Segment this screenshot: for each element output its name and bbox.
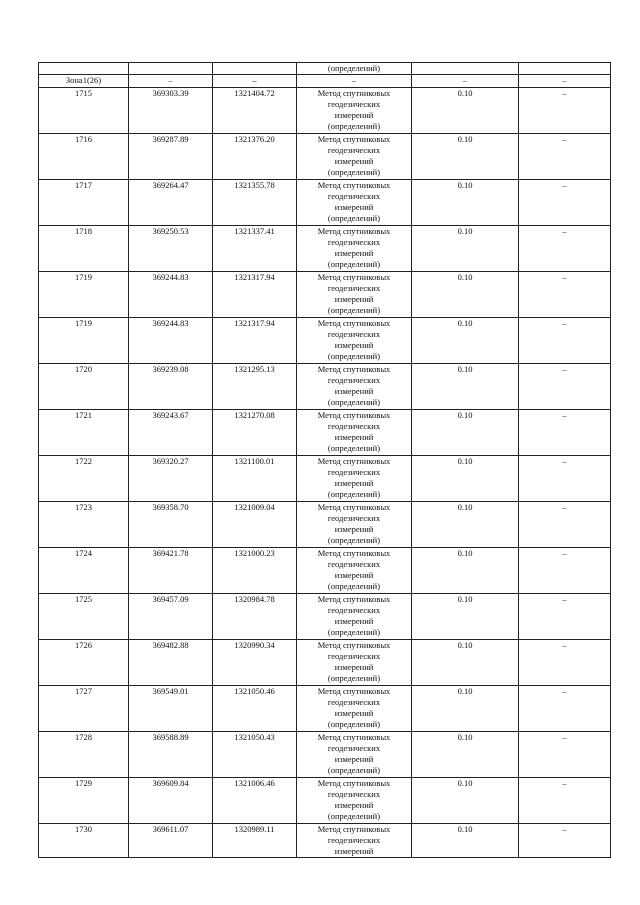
method-text-line: измерений bbox=[334, 524, 374, 534]
method-text-line: (определений) bbox=[327, 535, 381, 546]
y-coordinate: 1320990.34 bbox=[213, 639, 297, 685]
y-coordinate: 1321270.08 bbox=[213, 409, 297, 455]
description: – bbox=[519, 501, 611, 547]
description: – bbox=[519, 225, 611, 271]
method-text-line: геодезических bbox=[327, 190, 381, 201]
method-text-line: (определений) bbox=[327, 765, 381, 776]
method-text-line: Метод спутниковых bbox=[317, 777, 391, 788]
method-text-line: (определений) bbox=[327, 351, 381, 362]
method-text-line: (определений) bbox=[327, 167, 381, 178]
method-text-line: геодезических bbox=[327, 282, 381, 293]
method-text-line: геодезических bbox=[327, 696, 381, 707]
method-text-line: Метод спутниковых bbox=[317, 731, 391, 742]
point-number: 1720 bbox=[39, 363, 129, 409]
method-text-line: геодезических bbox=[327, 236, 381, 247]
method-text-line: геодезических bbox=[327, 558, 381, 569]
table-row bbox=[39, 731, 611, 777]
table-row bbox=[39, 823, 611, 858]
method-text-line: Метод спутниковых bbox=[317, 455, 391, 466]
cell-method: (определений) bbox=[297, 63, 412, 75]
method-cell bbox=[297, 363, 412, 409]
y-coordinate: 1321000.23 bbox=[213, 547, 297, 593]
method-text-line: (определений) bbox=[327, 305, 381, 316]
method-text-line: измерений bbox=[334, 294, 374, 304]
method-text-line: измерений bbox=[334, 754, 374, 764]
table-row bbox=[39, 271, 611, 317]
method-text-line: измерений bbox=[334, 386, 374, 396]
method-text-line: геодезических bbox=[327, 420, 381, 431]
x-coordinate: 369264.47 bbox=[129, 179, 213, 225]
accuracy: 0.10 bbox=[412, 87, 519, 133]
method-text-line: Метод спутниковых bbox=[317, 409, 391, 420]
method-cell bbox=[297, 455, 412, 501]
y-coordinate: 1321404.72 bbox=[213, 87, 297, 133]
zone-x-coordinate: – bbox=[129, 75, 213, 87]
method-text-line: (определений) bbox=[327, 673, 381, 684]
method-text-line: измерений bbox=[334, 478, 374, 488]
method-text-line: геодезических bbox=[327, 374, 381, 385]
method-text-line: Метод спутниковых bbox=[317, 823, 391, 834]
method-cell bbox=[297, 547, 412, 593]
x-coordinate: 369244.83 bbox=[129, 317, 213, 363]
accuracy: 0.10 bbox=[412, 501, 519, 547]
y-coordinate: 1320989.11 bbox=[213, 823, 297, 858]
accuracy: 0.10 bbox=[412, 363, 519, 409]
cell-x-coordinate bbox=[129, 63, 213, 75]
method-text-line: измерений bbox=[334, 110, 374, 120]
method-text-line: Метод спутниковых bbox=[317, 363, 391, 374]
method-text-line: Метод спутниковых bbox=[317, 685, 391, 696]
zone-accuracy: – bbox=[412, 75, 519, 87]
method-text-line: геодезических bbox=[327, 512, 381, 523]
cell-accuracy bbox=[412, 63, 519, 75]
method-cell bbox=[297, 409, 412, 455]
point-number: 1727 bbox=[39, 685, 129, 731]
method-text-line: измерений bbox=[334, 800, 374, 810]
method-text-line: (определений) bbox=[327, 489, 381, 500]
y-coordinate: 1321006.46 bbox=[213, 777, 297, 823]
y-coordinate: 1321376.20 bbox=[213, 133, 297, 179]
method-text-line: геодезических bbox=[327, 144, 381, 155]
description: – bbox=[519, 777, 611, 823]
x-coordinate: 369588.89 bbox=[129, 731, 213, 777]
method-text-line: измерений bbox=[334, 156, 374, 166]
method-text-line: измерений bbox=[334, 432, 374, 442]
description: – bbox=[519, 547, 611, 593]
cell-y-coordinate bbox=[213, 63, 297, 75]
point-number: 1721 bbox=[39, 409, 129, 455]
method-text-line: (определений) bbox=[327, 719, 381, 730]
method-text-line: (определений) bbox=[327, 443, 381, 454]
point-number: 1718 bbox=[39, 225, 129, 271]
point-number: 1715 bbox=[39, 87, 129, 133]
method-text-line: измерений bbox=[334, 708, 374, 718]
zone-y-coordinate: – bbox=[213, 75, 297, 87]
method-text-line: (определений) bbox=[327, 397, 381, 408]
method-cell bbox=[297, 685, 412, 731]
accuracy: 0.10 bbox=[412, 731, 519, 777]
method-text-line: (определений) bbox=[327, 811, 381, 822]
zone-label: Зона1(26) bbox=[39, 75, 129, 87]
method-text-line: Метод спутниковых bbox=[317, 87, 391, 98]
continued-header-row bbox=[39, 63, 611, 75]
table-row bbox=[39, 225, 611, 271]
zone-description: – bbox=[519, 75, 611, 87]
accuracy: 0.10 bbox=[412, 179, 519, 225]
point-number: 1724 bbox=[39, 547, 129, 593]
accuracy: 0.10 bbox=[412, 593, 519, 639]
x-coordinate: 369243.67 bbox=[129, 409, 213, 455]
y-coordinate: 1321337.41 bbox=[213, 225, 297, 271]
method-cell bbox=[297, 179, 412, 225]
table-row bbox=[39, 593, 611, 639]
table-row bbox=[39, 179, 611, 225]
x-coordinate: 369611.07 bbox=[129, 823, 213, 858]
accuracy: 0.10 bbox=[412, 639, 519, 685]
description: – bbox=[519, 317, 611, 363]
table-row bbox=[39, 639, 611, 685]
description: – bbox=[519, 685, 611, 731]
table-row bbox=[39, 455, 611, 501]
method-text-line: Метод спутниковых bbox=[317, 271, 391, 282]
description: – bbox=[519, 133, 611, 179]
method-text-line: (определений) bbox=[327, 213, 381, 224]
point-number: 1729 bbox=[39, 777, 129, 823]
table-row bbox=[39, 685, 611, 731]
x-coordinate: 369250.53 bbox=[129, 225, 213, 271]
method-text-line: геодезических bbox=[327, 466, 381, 477]
y-coordinate: 1321317.94 bbox=[213, 317, 297, 363]
accuracy: 0.10 bbox=[412, 133, 519, 179]
accuracy: 0.10 bbox=[412, 317, 519, 363]
table-row bbox=[39, 363, 611, 409]
method-text-line: геодезических bbox=[327, 788, 381, 799]
point-number: 1723 bbox=[39, 501, 129, 547]
y-coordinate: 1321009.04 bbox=[213, 501, 297, 547]
description: – bbox=[519, 409, 611, 455]
zone-row bbox=[39, 75, 611, 87]
y-coordinate: 1321050.46 bbox=[213, 685, 297, 731]
point-number: 1717 bbox=[39, 179, 129, 225]
method-text-line: (определений) bbox=[327, 259, 381, 270]
method-text-line: геодезических bbox=[327, 98, 381, 109]
x-coordinate: 369244.83 bbox=[129, 271, 213, 317]
table-row bbox=[39, 133, 611, 179]
description: – bbox=[519, 593, 611, 639]
method-cell bbox=[297, 731, 412, 777]
method-text-line: Метод спутниковых bbox=[317, 501, 391, 512]
method-text-line: Метод спутниковых bbox=[317, 593, 391, 604]
method-text-line: Метод спутниковых bbox=[317, 133, 391, 144]
method-cell bbox=[297, 639, 412, 685]
point-number: 1716 bbox=[39, 133, 129, 179]
zone-method: – bbox=[297, 75, 412, 87]
y-coordinate: 1321100.01 bbox=[213, 455, 297, 501]
accuracy: 0.10 bbox=[412, 777, 519, 823]
method-text-line: измерений bbox=[334, 570, 374, 580]
method-cell bbox=[297, 501, 412, 547]
y-coordinate: 1320984.78 bbox=[213, 593, 297, 639]
cell-point-number bbox=[39, 63, 129, 75]
description: – bbox=[519, 639, 611, 685]
x-coordinate: 369482.88 bbox=[129, 639, 213, 685]
point-number: 1728 bbox=[39, 731, 129, 777]
method-cell bbox=[297, 225, 412, 271]
point-number: 1726 bbox=[39, 639, 129, 685]
method-cell bbox=[297, 777, 412, 823]
accuracy: 0.10 bbox=[412, 685, 519, 731]
cell-description bbox=[519, 63, 611, 75]
description: – bbox=[519, 87, 611, 133]
description: – bbox=[519, 179, 611, 225]
table-row bbox=[39, 317, 611, 363]
method-text-line: Метод спутниковых bbox=[317, 547, 391, 558]
x-coordinate: 369320.27 bbox=[129, 455, 213, 501]
coordinates-table-body bbox=[39, 63, 611, 858]
method-text-line: геодезических bbox=[327, 604, 381, 615]
accuracy: 0.10 bbox=[412, 409, 519, 455]
table-row bbox=[39, 501, 611, 547]
point-number: 1719 bbox=[39, 317, 129, 363]
description: – bbox=[519, 455, 611, 501]
accuracy: 0.10 bbox=[412, 547, 519, 593]
method-cell bbox=[297, 823, 412, 858]
y-coordinate: 1321295.13 bbox=[213, 363, 297, 409]
accuracy: 0.10 bbox=[412, 271, 519, 317]
x-coordinate: 369457.09 bbox=[129, 593, 213, 639]
method-text-line: измерений bbox=[334, 202, 374, 212]
table-row bbox=[39, 547, 611, 593]
method-text-line: измерений bbox=[334, 248, 374, 258]
x-coordinate: 369609.84 bbox=[129, 777, 213, 823]
method-text-line: измерений bbox=[334, 662, 374, 672]
x-coordinate: 369287.89 bbox=[129, 133, 213, 179]
description: – bbox=[519, 363, 611, 409]
method-text-line: (определений) bbox=[327, 627, 381, 638]
description: – bbox=[519, 731, 611, 777]
method-text-line: геодезических bbox=[327, 742, 381, 753]
method-text-line: Метод спутниковых bbox=[317, 639, 391, 650]
method-text-line: измерений bbox=[334, 846, 374, 856]
method-text-line: геодезических bbox=[327, 834, 381, 845]
x-coordinate: 369303.39 bbox=[129, 87, 213, 133]
accuracy: 0.10 bbox=[412, 823, 519, 858]
method-text-line: Метод спутниковых bbox=[317, 317, 391, 328]
accuracy: 0.10 bbox=[412, 225, 519, 271]
y-coordinate: 1321317.94 bbox=[213, 271, 297, 317]
method-text-line: измерений bbox=[334, 616, 374, 626]
y-coordinate: 1321050.43 bbox=[213, 731, 297, 777]
method-cell bbox=[297, 271, 412, 317]
y-coordinate: 1321355.78 bbox=[213, 179, 297, 225]
x-coordinate: 369239.08 bbox=[129, 363, 213, 409]
method-text-line: Метод спутниковых bbox=[317, 179, 391, 190]
table-row bbox=[39, 777, 611, 823]
x-coordinate: 369549.01 bbox=[129, 685, 213, 731]
coordinates-table bbox=[38, 62, 611, 858]
method-cell bbox=[297, 87, 412, 133]
method-text-line: (определений) bbox=[327, 581, 381, 592]
point-number: 1719 bbox=[39, 271, 129, 317]
table-row bbox=[39, 87, 611, 133]
description: – bbox=[519, 823, 611, 858]
method-text-line: геодезических bbox=[327, 328, 381, 339]
method-cell bbox=[297, 317, 412, 363]
method-cell bbox=[297, 133, 412, 179]
table-row bbox=[39, 409, 611, 455]
method-text-line: измерений bbox=[334, 340, 374, 350]
x-coordinate: 369358.70 bbox=[129, 501, 213, 547]
point-number: 1725 bbox=[39, 593, 129, 639]
x-coordinate: 369421.78 bbox=[129, 547, 213, 593]
point-number: 1730 bbox=[39, 823, 129, 858]
description: – bbox=[519, 271, 611, 317]
method-text-line: геодезических bbox=[327, 650, 381, 661]
method-text-line: Метод спутниковых bbox=[317, 225, 391, 236]
method-text-line: (определений) bbox=[327, 121, 381, 132]
point-number: 1722 bbox=[39, 455, 129, 501]
accuracy: 0.10 bbox=[412, 455, 519, 501]
method-cell bbox=[297, 593, 412, 639]
